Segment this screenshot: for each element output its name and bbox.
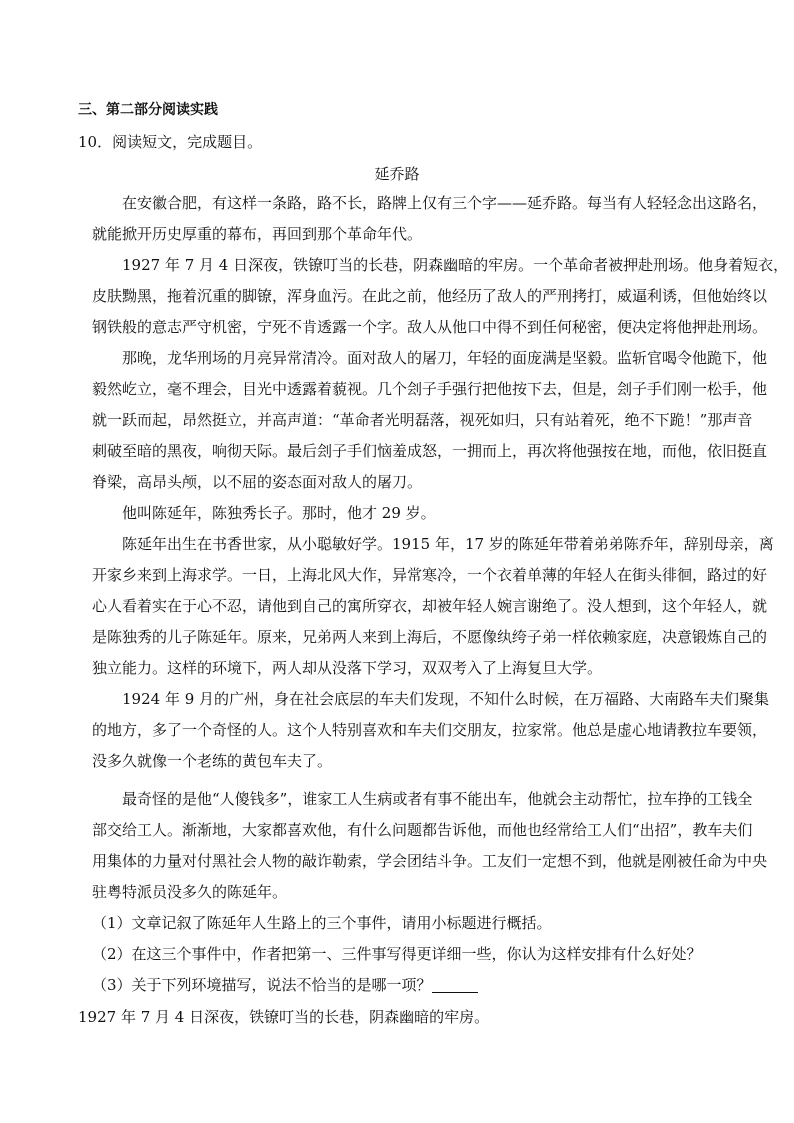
- paragraph-7: [92, 785, 768, 909]
- sub-question-3-text: （3）关于下列环境描写，说法不恰当的是哪一项？: [92, 976, 432, 994]
- paragraph-2: [92, 251, 789, 344]
- sub-question-1: （1）文章记叙了陈延年人生路上的三个事件，请用小标题进行概括。: [92, 914, 552, 932]
- paragraph-line: 脊梁，高昂头颅，以不屈的姿态面对敌人的屠刀。: [92, 473, 423, 491]
- paragraph-line: 1924 年 9 月的广州，身在社会底层的车夫们发现，不知什么时候，在万福路、大南路车夫们聚集: [122, 690, 770, 708]
- paragraph-line: 心人看着实在于心不忍，请他到自己的寓所穿衣，却被年轻人婉言谢绝了。没人想到，这个年轻人，就: [92, 597, 768, 615]
- paragraph-1: [92, 189, 768, 251]
- paragraph-6: [92, 685, 770, 778]
- paragraph-line: 没多久就像一个老练的黄包车夫了。: [92, 752, 333, 770]
- paragraph-line: 是陈独秀的儿子陈延年。原来，兄弟两人来到上海后，不愿像纨绔子弟一样依赖家庭，决意锻炼自己的: [92, 628, 768, 646]
- paragraph-line: 驻粤特派员没多久的陈延年。: [92, 883, 288, 901]
- paragraph-line: 独立能力。这样的环境下，两人却从没落下学习，双双考入了上海复旦大学。: [92, 659, 603, 677]
- paragraph-4: [92, 499, 722, 530]
- paragraph-line: 刺破至暗的黑夜，响彻天际。最后刽子手们恼羞成怒，一拥而上，再次将他强按在地，而他，依旧挺直: [92, 442, 768, 460]
- paragraph-line: 皮肤黝黑，拖着沉重的脚镣，浑身血污。在此之前，他经历了敌人的严刑拷打，威逼利诱，但他始终以: [92, 287, 768, 305]
- paragraph-line: 就能掀开历史厚重的幕布，再回到那个革命年代。: [92, 225, 423, 243]
- section-heading: 三、第二部分阅读实践: [78, 102, 218, 118]
- paragraph-line: 部交给工人。渐渐地，大家都喜欢他，有什么问题都告诉他，而他也经常给工人们“出招”，教车夫们: [92, 821, 753, 839]
- paragraph-line: 的地方，多了一个奇怪的人。这个人特别喜欢和车夫们交朋友，拉家常。他总是虚心地请教拉车要领，: [92, 721, 768, 739]
- paragraph-line: 1927 年 7 月 4 日深夜，铁镣叮当的长巷，阴森幽暗的牢房。一个革命者被押赴刑场。他身着短衣，: [122, 256, 789, 274]
- paragraph-line: 陈延年出生在书香世家，从小聪敏好学。1915 年，17 岁的陈延年带着弟弟陈乔年，辞别母亲，离: [122, 535, 774, 553]
- sub-question-3: [92, 971, 478, 999]
- quoted-excerpt: 1927 年 7 月 4 日深夜，铁镣叮当的长巷，阴森幽暗的牢房。: [78, 1008, 490, 1026]
- sub-question-2: （2）在这三个事件中，作者把第一、三件事写得更详细一些，你认为这样安排有什么好处？: [92, 945, 702, 963]
- paragraph-line: 钢铁般的意志严守机密，宁死不肯透露一个字。敌人从他口中得不到任何秘密，便决定将他押赴刑场。: [92, 318, 768, 336]
- paragraph-line: 就一跃而起，昂然挺立，并高声道：“革命者光明磊落，视死如归，只有站着死，绝不下跪！”那声音: [92, 411, 753, 429]
- paragraph-5: [92, 530, 774, 685]
- article-title: 延乔路: [374, 165, 420, 183]
- paragraph-line: 他叫陈延年，陈独秀长子。那时，他才 29 岁。: [122, 504, 436, 522]
- paragraph-line: 那晚，龙华刑场的月亮异常清冷。面对敌人的屠刀，年轻的面庞满是坚毅。监斩官喝令他跪下，他: [122, 349, 768, 367]
- question-prompt: 10．阅读短文，完成题目。: [78, 133, 263, 151]
- answer-blank[interactable]: [432, 976, 478, 993]
- paragraph-line: 用集体的力量对付黑社会人物的敲诈勒索，学会团结斗争。工友们一定想不到，他就是刚被任命为中央: [92, 852, 768, 870]
- paragraph-3: [92, 344, 768, 499]
- paragraph-line: 在安徽合肥，有这样一条路，路不长，路牌上仅有三个字——延乔路。每当有人轻轻念出这路名，: [122, 194, 768, 212]
- paragraph-line: 最奇怪的是他“人傻钱多”，谁家工人生病或者有事不能出车，他就会主动帮忙，拉车挣的工钱全: [122, 790, 753, 808]
- paragraph-line: 开家乡来到上海求学。一日，上海北风大作，异常寒冷，一个衣着单薄的年轻人在街头徘徊，路过的好: [92, 566, 768, 584]
- paragraph-line: 毅然屹立，毫不理会，目光中透露着藐视。几个刽子手强行把他按下去，但是，刽子手们刚一松手，他: [92, 380, 768, 398]
